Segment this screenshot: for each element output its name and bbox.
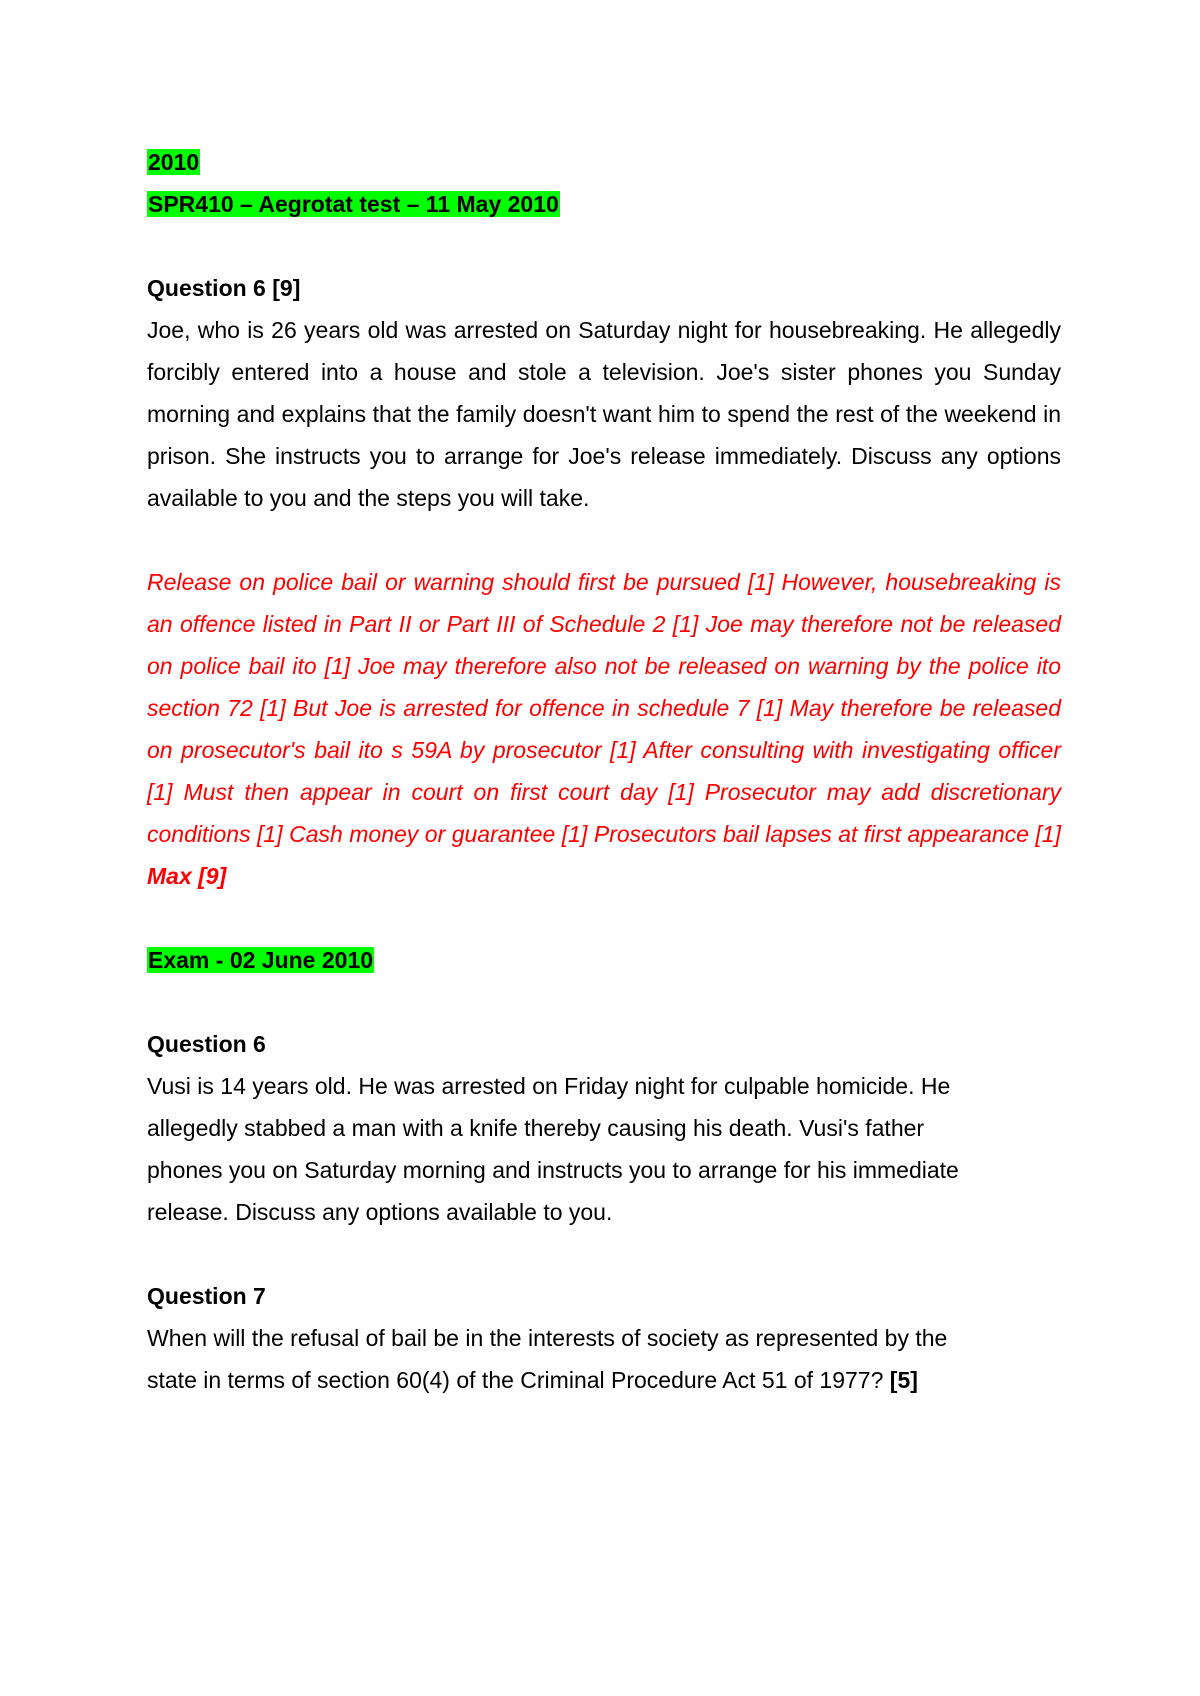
spacer	[147, 519, 1061, 561]
year-heading	[147, 141, 1061, 183]
spacer	[147, 225, 1061, 267]
exam-title-highlight: Exam - 02 June 2010	[148, 947, 374, 973]
exam-question-7-heading: Question 7	[147, 1283, 266, 1309]
exam-question-7-line: When will the refusal of bail be in the interests of society as represented by the	[147, 1325, 948, 1351]
exam-question-7-line-last	[147, 1359, 1061, 1401]
document-content	[147, 141, 1061, 1401]
exam-question-6-line: release. Discuss any options available to you.	[147, 1199, 613, 1225]
year-highlight: 2010	[148, 149, 200, 175]
test-title-highlight: SPR410 – Aegrotat test – 11 May 2010	[148, 191, 559, 217]
exam-question-6-line: phones you on Saturday morning and instructs you to arrange for his immediate	[147, 1157, 959, 1183]
spacer	[147, 897, 1061, 939]
question-6-body: Joe, who is 26 years old was arrested on Saturday night for housebreaking. He allegedly forcibly entered into a house and stole a television. Joe's sister phones you Sunday morning and explains that the family doesn't want him to spend the rest of the weekend in prison. She instructs you to arrange for Joe's release immediately. Discuss any options available to you and the steps you will take.	[147, 317, 1061, 511]
exam-title	[147, 939, 1061, 981]
spacer	[147, 981, 1061, 1023]
answer-text: Release on police bail or warning should first be pursued [1] However, housebreaking is an offence listed in Part II or Part III of Schedule 2 [1] Joe may therefore not be released on police bail ito [1] Joe may therefore also not be released on warning by the police ito section 72 [1] But Joe is arrested for offence in schedule 7 [1] May therefore be released on prosecutor's bail ito s 59A by prosecutor [1] After consulting with investigating officer [1] Must then appear in court on first court day [1] Prosecutor may add discretionary conditions [1] Cash money or guarantee [1] Prosecutors bail lapses at first appearance [1]	[147, 569, 1061, 847]
exam-question-7-marks: [5]	[889, 1367, 918, 1393]
question-6-heading: Question 6 [9]	[147, 275, 301, 301]
exam-question-6-line: allegedly stabbed a man with a knife thereby causing his death. Vusi's father	[147, 1115, 925, 1141]
answer-max-marks: Max [9]	[147, 863, 227, 889]
test-title	[147, 183, 1061, 225]
exam-question-6-line: Vusi is 14 years old. He was arrested on Friday night for culpable homicide. He	[147, 1073, 951, 1099]
question-6-answer	[147, 561, 1061, 897]
spacer	[147, 1233, 1061, 1275]
exam-question-6-heading: Question 6	[147, 1031, 266, 1057]
exam-question-7-text: state in terms of section 60(4) of the Criminal Procedure Act 51 of 1977?	[147, 1367, 884, 1393]
